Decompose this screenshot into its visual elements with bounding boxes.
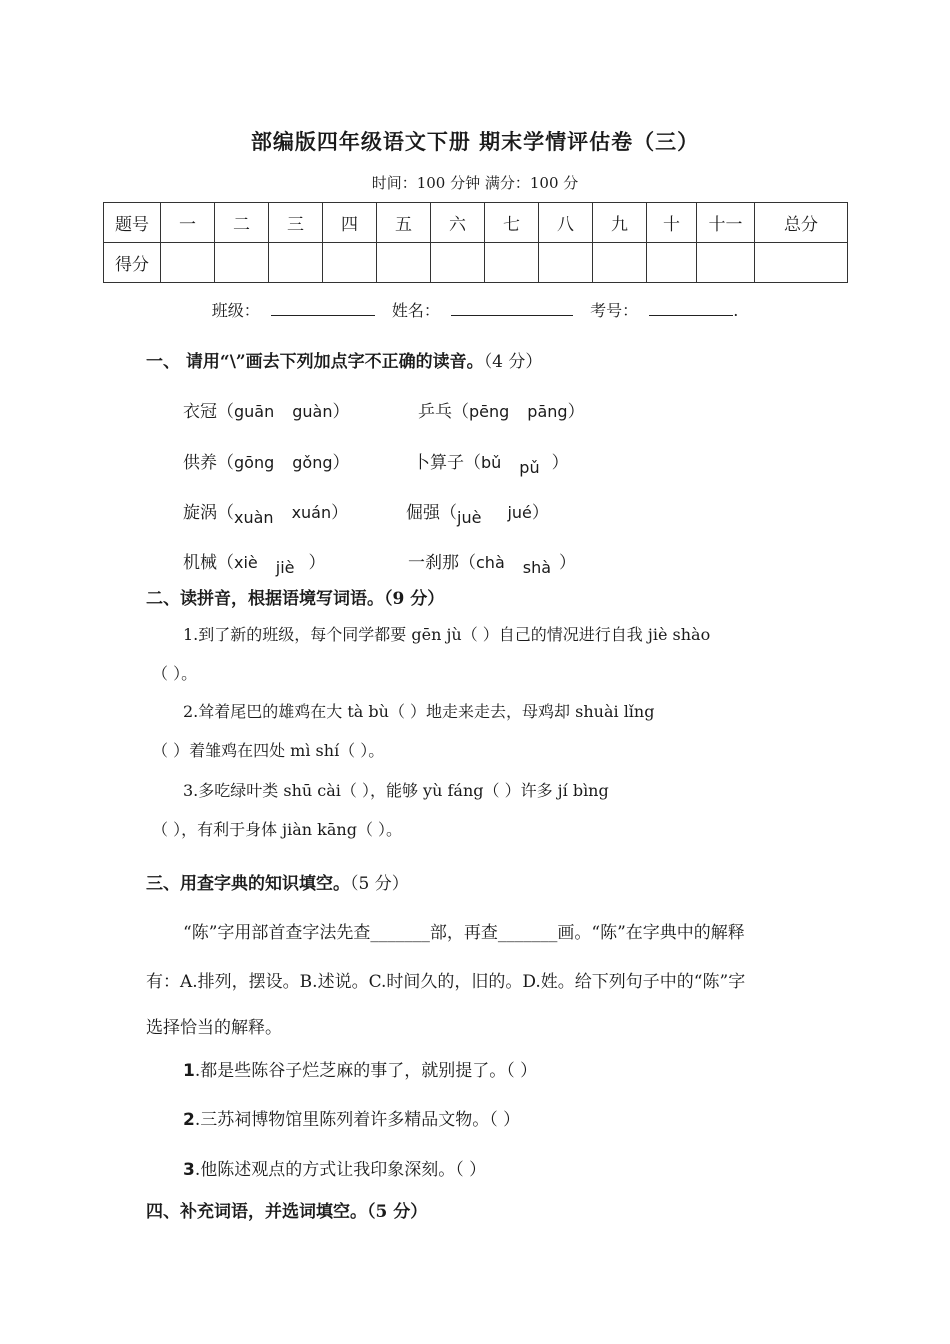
name-label: 姓名： [391, 301, 440, 320]
question-line: （ ），有利于身体 jiàn kāng（ ）。 [152, 820, 403, 839]
question-number: 1 [183, 1061, 195, 1081]
pinyin-item [408, 548, 577, 577]
pinyin-item [418, 397, 585, 422]
pinyin-close: ） [559, 553, 577, 573]
score-cell[interactable] [323, 243, 377, 283]
score-header-cell: 九 [593, 203, 647, 243]
score-cell[interactable] [215, 243, 269, 283]
pinyin-option[interactable]: chà [476, 553, 505, 572]
score-header-cell: 六 [431, 203, 485, 243]
name-blank[interactable] [451, 299, 573, 316]
pinyin-option[interactable]: jiè [275, 558, 295, 577]
pinyin-option[interactable]: pǔ [519, 458, 540, 477]
pinyin-close: ） [332, 402, 350, 422]
pinyin-close: ） [331, 503, 349, 523]
pinyin-word: 供养（ [183, 453, 234, 473]
pinyin-word: 倔强（ [406, 503, 457, 523]
score-cell[interactable] [593, 243, 647, 283]
pinyin-option[interactable]: pāng [527, 402, 568, 421]
id-label: 考号： [590, 301, 639, 320]
question-line: 3.多吃绿叶类 shū cài（ ），能够 yù fáng（ ）许多 jí bìng [183, 781, 609, 800]
score-table-header-row [104, 203, 848, 243]
dictionary-question [183, 1105, 520, 1130]
section-3-points: （5 分） [350, 874, 409, 894]
section-4-heading: 四、补充词语，并选词填空。（5 分） [146, 1202, 428, 1222]
pinyin-item [183, 498, 349, 527]
pinyin-close: ） [567, 402, 585, 422]
score-header-cell: 十 [647, 203, 697, 243]
pinyin-close: ） [308, 553, 326, 573]
pinyin-word: 乒乓（ [418, 402, 469, 422]
dictionary-question [183, 1155, 486, 1180]
section-1-points: （4 分） [483, 352, 543, 372]
score-cell[interactable] [647, 243, 697, 283]
score-cell[interactable] [755, 243, 848, 283]
question-number: 3 [183, 1160, 195, 1180]
score-table [103, 202, 848, 283]
score-header-cell: 二 [215, 203, 269, 243]
score-header-cell: 总分 [755, 203, 848, 243]
pinyin-item [406, 498, 549, 527]
section-1-title: 一、 请用“\”画去下列加点字不正确的读音。 [146, 352, 484, 372]
score-cell[interactable] [161, 243, 215, 283]
pinyin-word: 衣冠（ [183, 402, 234, 422]
score-header-cell: 题号 [104, 203, 161, 243]
score-table-score-row [104, 243, 848, 283]
score-row-label: 得分 [104, 243, 161, 283]
pinyin-word: 一刹那（ [408, 553, 476, 573]
question-number: 2 [183, 1110, 195, 1130]
score-cell[interactable] [697, 243, 755, 283]
pinyin-item [183, 548, 326, 577]
pinyin-option[interactable]: gǒng [292, 453, 333, 472]
pinyin-option[interactable]: pēng [469, 402, 510, 421]
pinyin-word: 机械（ [183, 553, 234, 573]
question-line: （ ）着雏鸡在四处 mì shí（ ）。 [152, 741, 385, 760]
page-title: 部编版四年级语文下册 期末学情评估卷（三） [250, 129, 700, 154]
section-3-heading [146, 869, 409, 894]
pinyin-word: 旋涡（ [183, 503, 234, 523]
score-header-cell: 七 [485, 203, 539, 243]
pinyin-option[interactable]: gōng [234, 453, 275, 472]
score-cell[interactable] [269, 243, 323, 283]
paragraph-line: “陈”字用部首查字法先查_______部，再查_______画。“陈”在字典中的解释 [183, 923, 745, 943]
paragraph-line: 有：A.排列，摆设。B.述说。C.时间久的，旧的。D.姓。给下列句子中的“陈”字 [146, 972, 746, 992]
pinyin-item [183, 448, 350, 473]
exam-meta: 时间：100 分钟 满分：100 分 [371, 174, 579, 192]
score-header-cell: 一 [161, 203, 215, 243]
pinyin-option[interactable]: guàn [292, 402, 333, 421]
pinyin-option[interactable]: xuán [291, 503, 332, 522]
pinyin-close: ） [551, 453, 569, 473]
score-header-cell: 八 [539, 203, 593, 243]
question-line: （ ）。 [152, 664, 198, 683]
score-cell[interactable] [377, 243, 431, 283]
paragraph-line: 选择恰当的解释。 [146, 1018, 282, 1038]
class-blank[interactable] [271, 299, 375, 316]
pinyin-option[interactable]: guān [234, 402, 275, 421]
pinyin-option[interactable]: bǔ [481, 453, 502, 472]
pinyin-close: ） [531, 503, 549, 523]
pinyin-option[interactable]: jué [507, 503, 532, 522]
pinyin-item [413, 448, 569, 477]
score-header-cell: 五 [377, 203, 431, 243]
score-cell[interactable] [431, 243, 485, 283]
student-info-line [0, 298, 950, 321]
question-line: 2.耸着尾巴的雄鸡在大 tà bù（ ）地走来走去，母鸡却 shuài lǐng [183, 702, 655, 721]
dictionary-question [183, 1056, 537, 1081]
pinyin-option[interactable]: xiè [234, 553, 258, 572]
question-text: .都是些陈谷子烂芝麻的事了，就别提了。（ ） [194, 1061, 538, 1081]
pinyin-item [183, 397, 350, 422]
id-blank[interactable] [649, 299, 733, 316]
class-label: 班级： [211, 301, 260, 320]
pinyin-option[interactable]: juè [457, 508, 482, 527]
score-header-cell: 三 [269, 203, 323, 243]
section-2-heading: 二、读拼音，根据语境写词语。（9 分） [146, 589, 445, 609]
section-3-title: 三、用查字典的知识填空。 [146, 874, 350, 894]
question-line: 1.到了新的班级，每个同学都要 gēn jù（ ）自己的情况进行自我 jiè shào [183, 625, 711, 644]
score-header-cell: 十一 [697, 203, 755, 243]
pinyin-option[interactable]: xuàn [234, 508, 274, 527]
score-header-cell: 四 [323, 203, 377, 243]
score-cell[interactable] [539, 243, 593, 283]
question-text: .三苏祠博物馆里陈列着许多精品文物。（ ） [194, 1110, 521, 1130]
pinyin-close: ） [332, 453, 350, 473]
section-1-heading [146, 347, 542, 372]
pinyin-option[interactable]: shà [522, 558, 552, 577]
score-cell[interactable] [485, 243, 539, 283]
question-text: .他陈述观点的方式让我印象深刻。（ ） [194, 1160, 487, 1180]
pinyin-word: 卜算子（ [413, 453, 481, 473]
info-end: . [733, 301, 739, 320]
